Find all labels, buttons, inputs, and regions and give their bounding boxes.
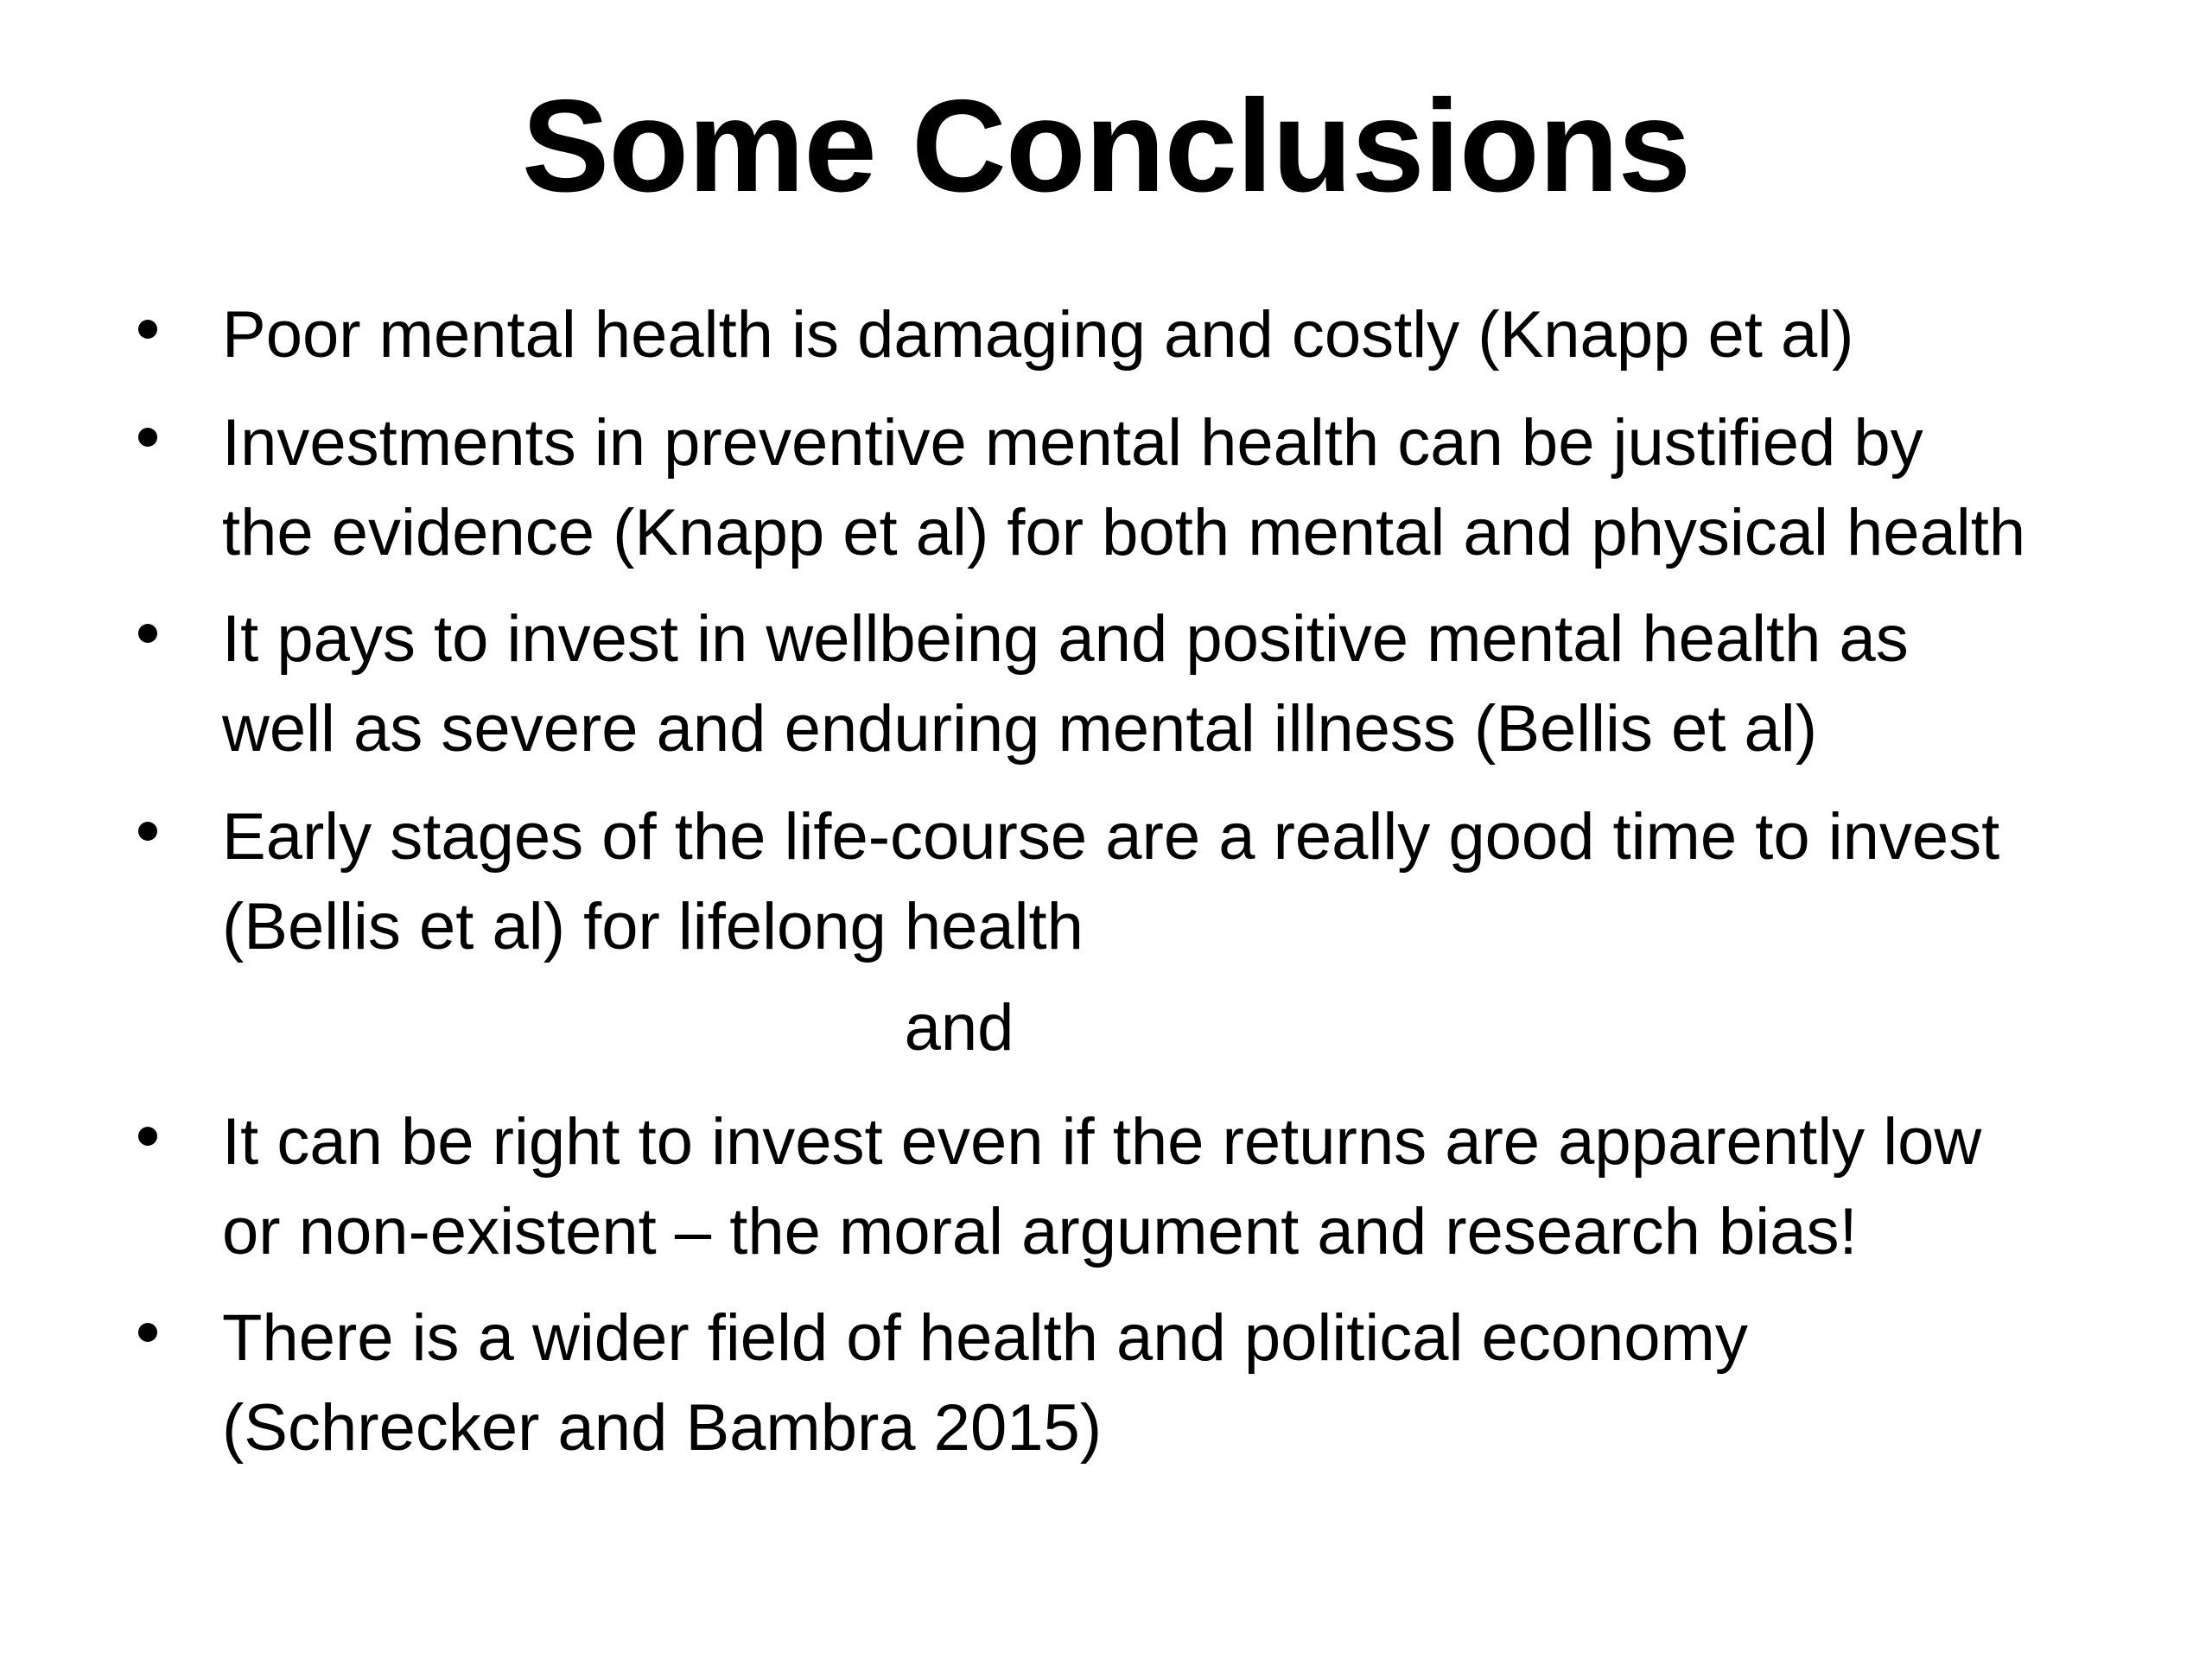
bullet-text bbox=[222, 594, 2114, 774]
connector-text: and bbox=[904, 991, 1014, 1065]
bullet-line: There is a wider field of health and political economy bbox=[222, 1301, 1748, 1375]
bullet-dot-icon bbox=[138, 822, 157, 841]
bullet-dot-icon bbox=[138, 624, 157, 643]
bullet-dot-icon bbox=[138, 428, 157, 447]
bullet-line: Early stages of the life-course are a really good time to invest bbox=[222, 800, 2000, 874]
bullet-line: well as severe and enduring mental illness (Bellis et al) bbox=[222, 692, 1818, 766]
bullet-text bbox=[222, 1097, 2114, 1277]
bullet-line: It pays to invest in wellbeing and positive mental health as bbox=[222, 602, 1909, 676]
bullet-text bbox=[222, 792, 2114, 972]
bullet-line: (Schrecker and Bambra 2015) bbox=[222, 1391, 1103, 1465]
bullet-line: Investments in preventive mental health can be justified by bbox=[222, 406, 1923, 480]
slide-title: Some Conclusions bbox=[521, 73, 1691, 219]
bullet-line: (Bellis et al) for lifelong health bbox=[222, 890, 1084, 963]
bullet-dot-icon bbox=[138, 1323, 157, 1342]
bullet-line: the evidence (Knapp et al) for both mental and physical health bbox=[222, 496, 2026, 569]
bullet-line: Poor mental health is damaging and costly (Knapp et al) bbox=[222, 298, 1854, 372]
bullet-text bbox=[222, 1294, 2114, 1473]
bullet-dot-icon bbox=[138, 1127, 157, 1146]
bullet-line: or non-existent – the moral argument and research bias! bbox=[222, 1195, 1858, 1268]
bullet-text bbox=[222, 290, 2114, 380]
bullet-text bbox=[222, 398, 2114, 578]
bullet-dot-icon bbox=[138, 320, 157, 339]
bullet-line: It can be right to invest even if the returns are apparently low bbox=[222, 1105, 1982, 1179]
